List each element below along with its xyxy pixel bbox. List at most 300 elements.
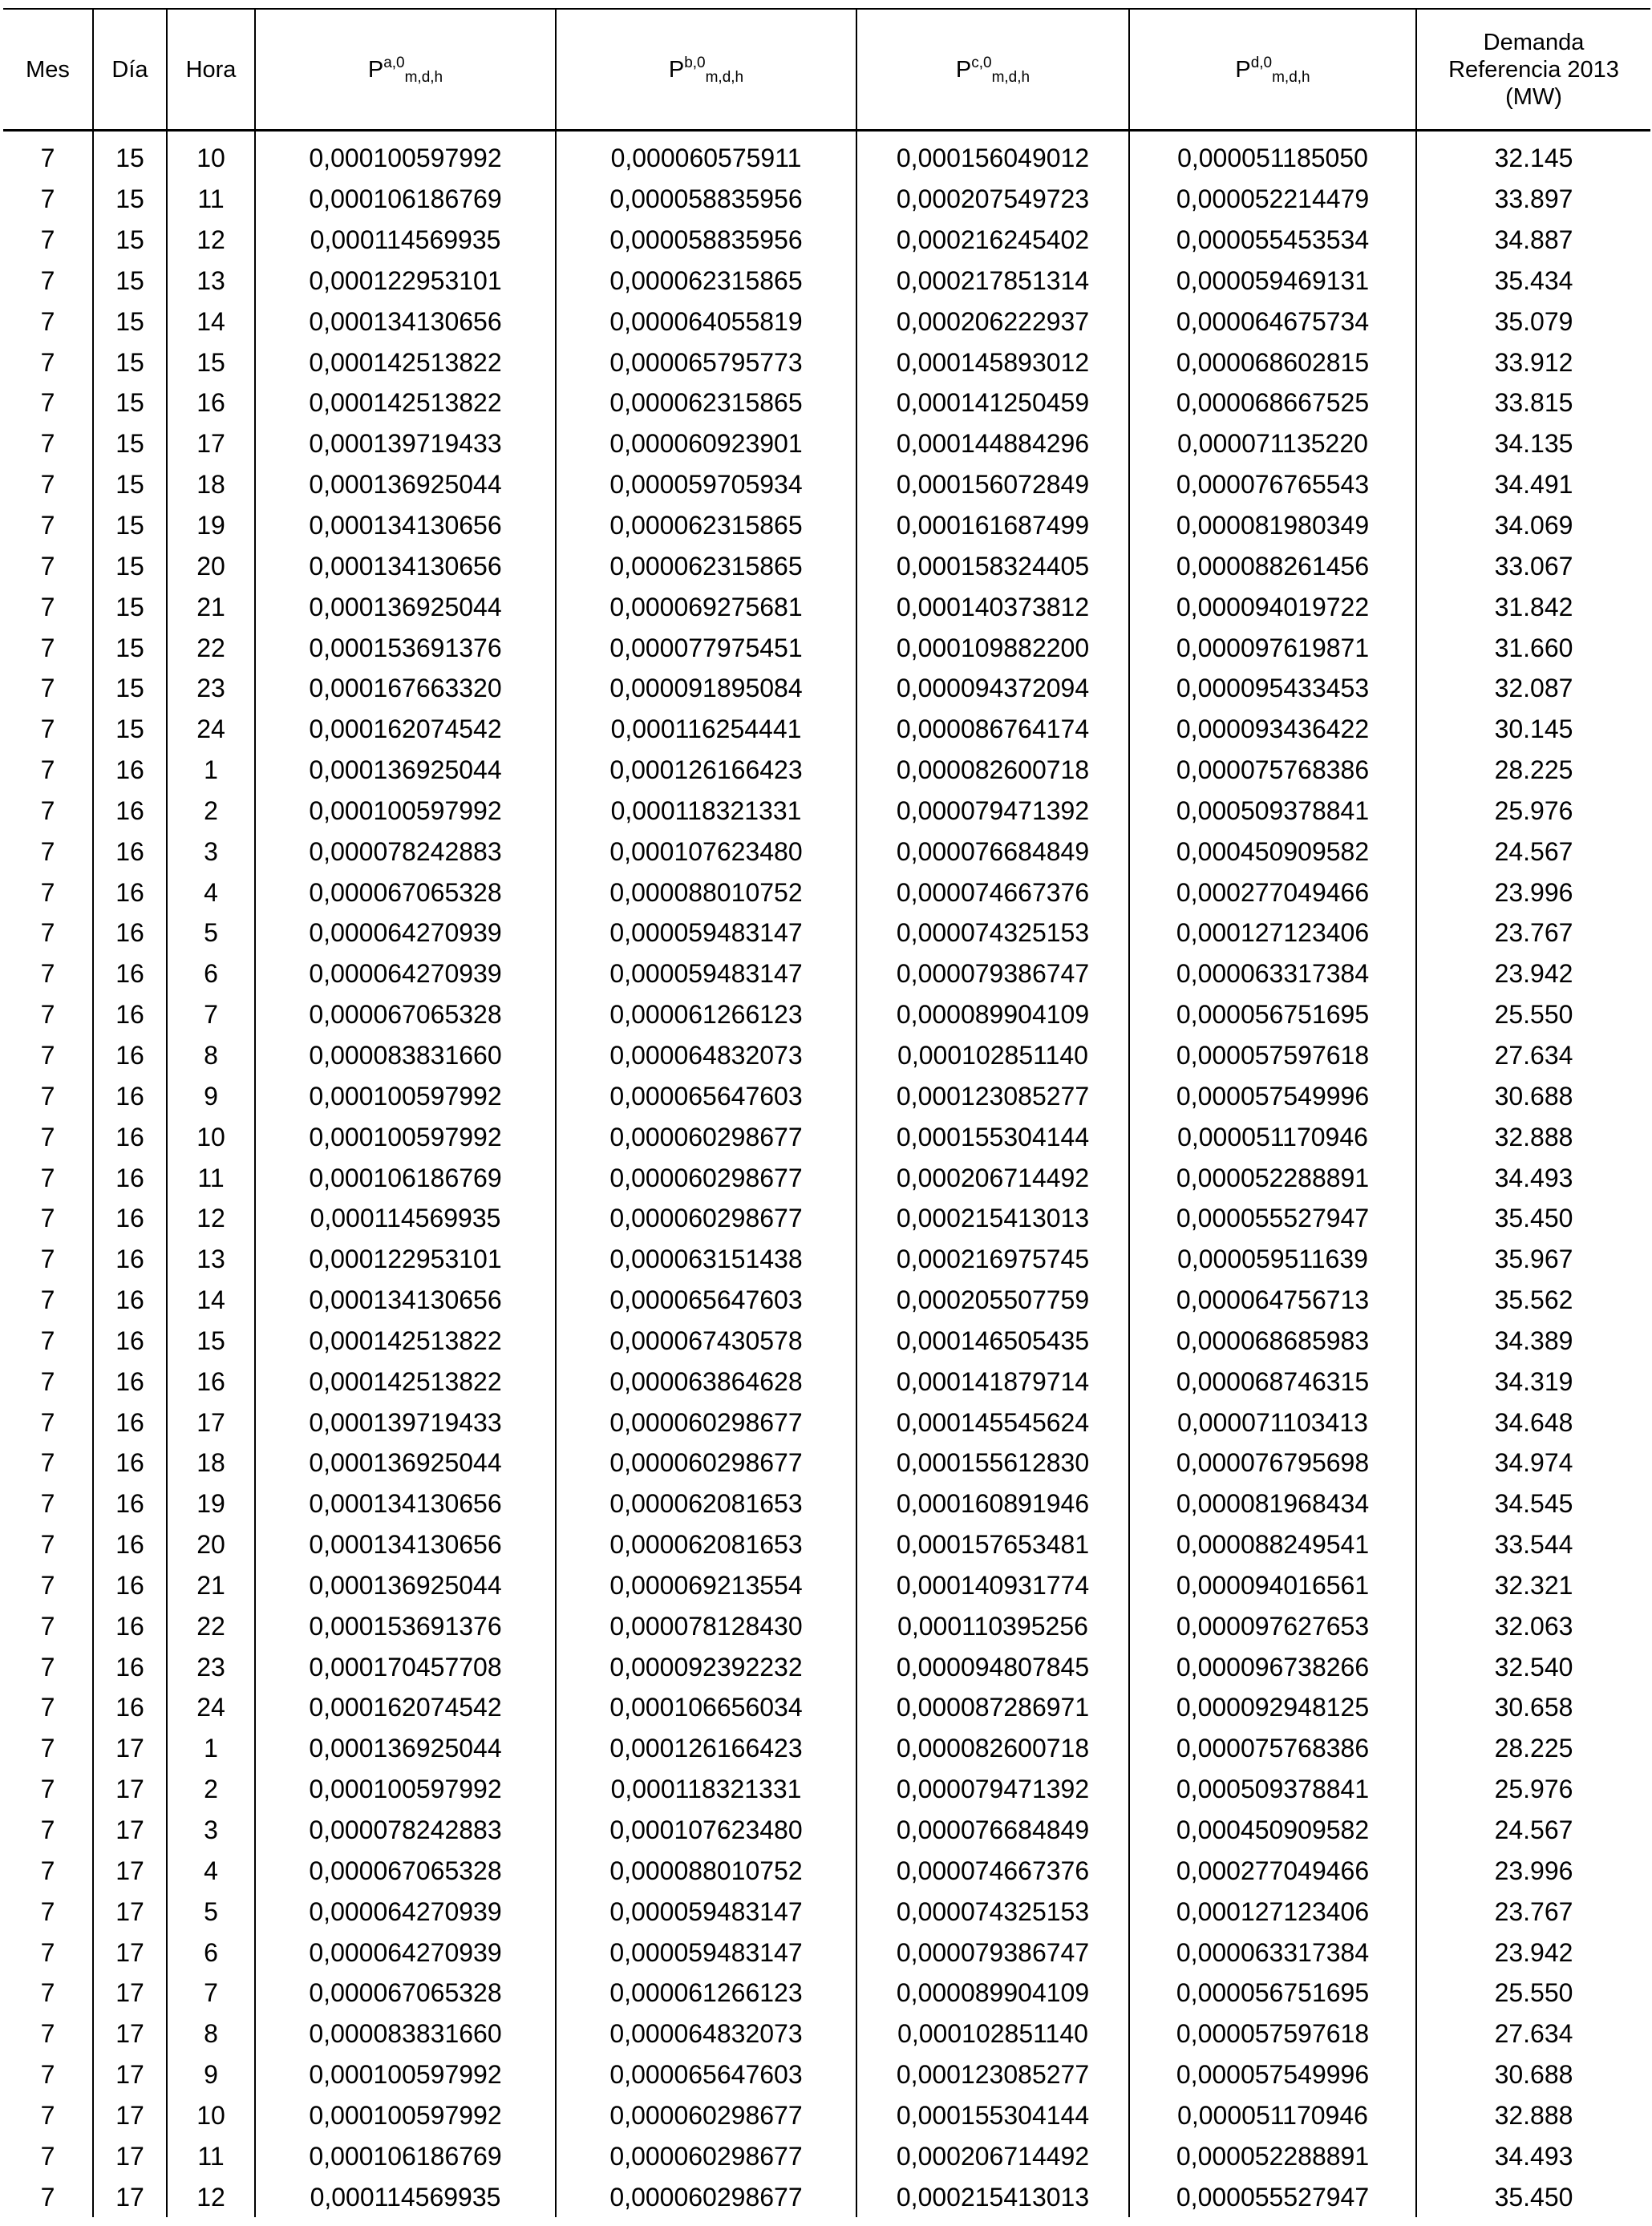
cell-demanda: 34.319	[1416, 1361, 1650, 1402]
cell-pa: 0,000139719433	[255, 423, 556, 464]
cell-pa: 0,000167663320	[255, 668, 556, 709]
cell-mes: 7	[40, 1978, 55, 2008]
table-row	[3, 1402, 1650, 1443]
cell-demanda: 34.545	[1416, 1483, 1650, 1524]
cell-dia: 17	[93, 1850, 167, 1891]
cell-pc: 0,000156072849	[856, 464, 1129, 505]
cell-pa: 0,000114569935	[255, 220, 556, 261]
cell-pd: 0,000055527947	[1129, 2176, 1416, 2217]
cell-pb: 0,000064055819	[556, 301, 856, 342]
header-hora: Hora	[167, 9, 255, 131]
cell-pc: 0,000094372094	[856, 668, 1129, 709]
cell-pa: 0,000064270939	[255, 953, 556, 994]
cell-demanda: 35.450	[1416, 1198, 1650, 1239]
cell-pb: 0,000060298677	[556, 1157, 856, 1198]
cell-pa: 0,000142513822	[255, 1361, 556, 1402]
cell-pb: 0,000106656034	[556, 1687, 856, 1728]
table-row	[3, 1198, 1650, 1239]
header-pa-sub: m,d,h	[404, 68, 443, 86]
cell-dia: 15	[93, 709, 167, 750]
cell-dia: 16	[93, 1075, 167, 1116]
cell-pb: 0,000061266123	[556, 994, 856, 1035]
cell-pc: 0,000216245402	[856, 220, 1129, 261]
cell-pa: 0,000114569935	[255, 1198, 556, 1239]
cell-hora: 10	[167, 1116, 255, 1157]
cell-dia: 16	[93, 1402, 167, 1443]
cell-dia: 16	[93, 953, 167, 994]
cell-demanda: 23.767	[1416, 1891, 1650, 1932]
header-pb	[556, 9, 856, 131]
cell-mes: 7	[40, 2060, 55, 2090]
cell-hora: 17	[167, 423, 255, 464]
cell-dia: 15	[93, 261, 167, 302]
cell-pa: 0,000100597992	[255, 1769, 556, 1810]
cell-dia: 16	[93, 1646, 167, 1687]
cell-demanda: 24.567	[1416, 1810, 1650, 1851]
cell-dia: 17	[93, 2135, 167, 2176]
cell-hora: 3	[167, 1810, 255, 1851]
cell-demanda: 23.767	[1416, 913, 1650, 953]
cell-demanda: 23.996	[1416, 872, 1650, 913]
cell-dia: 15	[93, 627, 167, 668]
cell-demanda: 25.976	[1416, 791, 1650, 832]
cell-dia: 17	[93, 2014, 167, 2054]
cell-pb: 0,000067430578	[556, 1320, 856, 1361]
cell-pa: 0,000134130656	[255, 301, 556, 342]
cell-pa: 0,000078242883	[255, 831, 556, 872]
cell-dia: 15	[93, 342, 167, 382]
cell-dia: 15	[93, 423, 167, 464]
table-row	[3, 1443, 1650, 1483]
cell-pa: 0,000136925044	[255, 1443, 556, 1483]
cell-pd: 0,000063317384	[1129, 1932, 1416, 1973]
cell-pa: 0,000142513822	[255, 342, 556, 382]
cell-demanda: 31.842	[1416, 586, 1650, 627]
cell-pa: 0,000067065328	[255, 1850, 556, 1891]
cell-pd: 0,000051185050	[1129, 131, 1416, 179]
cell-dia: 15	[93, 545, 167, 586]
cell-mes: 7	[40, 755, 55, 785]
cell-pa: 0,000100597992	[255, 2095, 556, 2136]
cell-pb: 0,000088010752	[556, 1850, 856, 1891]
cell-hora: 20	[167, 545, 255, 586]
cell-pc: 0,000079471392	[856, 1769, 1129, 1810]
cell-pb: 0,000063151438	[556, 1239, 856, 1280]
cell-demanda: 34.135	[1416, 423, 1650, 464]
cell-dia: 17	[93, 2054, 167, 2095]
data-table	[3, 8, 1650, 2217]
cell-hora: 5	[167, 1891, 255, 1932]
table-row	[3, 179, 1650, 220]
cell-pc: 0,000082600718	[856, 1728, 1129, 1769]
cell-demanda: 32.321	[1416, 1565, 1650, 1606]
cell-pd: 0,000056751695	[1129, 1973, 1416, 2014]
cell-pb: 0,000064832073	[556, 2014, 856, 2054]
cell-mes: 7	[40, 1693, 55, 1722]
cell-pd: 0,000057597618	[1129, 1035, 1416, 1076]
cell-pb: 0,000092392232	[556, 1646, 856, 1687]
cell-pd: 0,000095433453	[1129, 668, 1416, 709]
table-row	[3, 1810, 1650, 1851]
cell-pa: 0,000100597992	[255, 1116, 556, 1157]
table-row	[3, 342, 1650, 382]
cell-pc: 0,000074667376	[856, 872, 1129, 913]
cell-mes: 7	[40, 1448, 55, 1478]
cell-hora: 5	[167, 913, 255, 953]
cell-mes: 7	[40, 592, 55, 621]
cell-mes: 7	[40, 225, 55, 255]
cell-pb: 0,000061266123	[556, 1973, 856, 2014]
cell-mes: 7	[40, 714, 55, 744]
cell-pc: 0,000074667376	[856, 1850, 1129, 1891]
cell-hora: 19	[167, 505, 255, 546]
cell-pc: 0,000094807845	[856, 1646, 1129, 1687]
cell-pb: 0,000062315865	[556, 545, 856, 586]
cell-dia: 16	[93, 1443, 167, 1483]
cell-mes: 7	[40, 795, 55, 825]
table-row	[3, 1605, 1650, 1646]
table-row	[3, 913, 1650, 953]
cell-hora: 23	[167, 668, 255, 709]
cell-pb: 0,000063864628	[556, 1361, 856, 1402]
cell-pb: 0,000077975451	[556, 627, 856, 668]
cell-pd: 0,000076765543	[1129, 464, 1416, 505]
cell-pd: 0,000081980349	[1129, 505, 1416, 546]
cell-mes: 7	[40, 551, 55, 581]
cell-pd: 0,000051170946	[1129, 2095, 1416, 2136]
cell-pd: 0,000450909582	[1129, 831, 1416, 872]
cell-pb: 0,000065647603	[556, 2054, 856, 2095]
cell-pa: 0,000142513822	[255, 382, 556, 423]
cell-pd: 0,000277049466	[1129, 1850, 1416, 1891]
cell-pa: 0,000162074542	[255, 709, 556, 750]
cell-hora: 6	[167, 953, 255, 994]
cell-pc: 0,000087286971	[856, 1687, 1129, 1728]
cell-mes: 7	[40, 1204, 55, 1233]
cell-mes: 7	[40, 2100, 55, 2130]
cell-pb: 0,000060298677	[556, 1116, 856, 1157]
cell-pb: 0,000069213554	[556, 1565, 856, 1606]
cell-pd: 0,000094016561	[1129, 1565, 1416, 1606]
cell-mes: 7	[40, 1937, 55, 1967]
cell-mes: 7	[40, 1245, 55, 1274]
header-row	[3, 9, 1650, 131]
cell-hora: 11	[167, 179, 255, 220]
cell-mes: 7	[40, 959, 55, 989]
cell-pc: 0,000140931774	[856, 1565, 1129, 1606]
table-row	[3, 301, 1650, 342]
cell-pa: 0,000114569935	[255, 2176, 556, 2217]
cell-pc: 0,000141879714	[856, 1361, 1129, 1402]
cell-demanda: 35.079	[1416, 301, 1650, 342]
cell-pc: 0,000158324405	[856, 545, 1129, 586]
cell-pa: 0,000064270939	[255, 1932, 556, 1973]
cell-pc: 0,000207549723	[856, 179, 1129, 220]
cell-pb: 0,000060298677	[556, 2095, 856, 2136]
cell-pd: 0,000075768386	[1129, 1728, 1416, 1769]
cell-mes: 7	[40, 836, 55, 866]
cell-pb: 0,000126166423	[556, 750, 856, 791]
cell-dia: 16	[93, 1320, 167, 1361]
cell-dia: 17	[93, 1891, 167, 1932]
cell-pd: 0,000057549996	[1129, 1075, 1416, 1116]
cell-pc: 0,000216975745	[856, 1239, 1129, 1280]
cell-pb: 0,000059483147	[556, 913, 856, 953]
cell-pd: 0,000071103413	[1129, 1402, 1416, 1443]
cell-pc: 0,000215413013	[856, 2176, 1129, 2217]
cell-pc: 0,000076684849	[856, 1810, 1129, 1851]
cell-hora: 13	[167, 1239, 255, 1280]
cell-dia: 16	[93, 913, 167, 953]
cell-pb: 0,000059705934	[556, 464, 856, 505]
cell-demanda: 24.567	[1416, 831, 1650, 872]
cell-pc: 0,000217851314	[856, 261, 1129, 302]
table-row	[3, 423, 1650, 464]
cell-pc: 0,000082600718	[856, 750, 1129, 791]
cell-pa: 0,000106186769	[255, 179, 556, 220]
header-dia: Día	[93, 9, 167, 131]
table-row	[3, 831, 1650, 872]
cell-mes: 7	[40, 1896, 55, 1926]
table-row	[3, 1239, 1650, 1280]
header-pa-base: P	[367, 56, 384, 83]
cell-dia: 15	[93, 131, 167, 179]
table-row	[3, 627, 1650, 668]
cell-pc: 0,000079386747	[856, 1932, 1129, 1973]
cell-hora: 12	[167, 1198, 255, 1239]
cell-pb: 0,000059483147	[556, 1891, 856, 1932]
cell-pa: 0,000122953101	[255, 1239, 556, 1280]
cell-pd: 0,000068667525	[1129, 382, 1416, 423]
cell-hora: 8	[167, 2014, 255, 2054]
cell-hora: 10	[167, 131, 255, 179]
cell-demanda: 30.658	[1416, 1687, 1650, 1728]
cell-pa: 0,000067065328	[255, 872, 556, 913]
cell-dia: 16	[93, 1198, 167, 1239]
cell-pb: 0,000107623480	[556, 831, 856, 872]
header-demanda-line1: Demanda	[1483, 29, 1585, 55]
cell-demanda: 33.067	[1416, 545, 1650, 586]
table-row	[3, 1850, 1650, 1891]
cell-pa: 0,000162074542	[255, 1687, 556, 1728]
cell-dia: 17	[93, 1728, 167, 1769]
cell-dia: 17	[93, 1810, 167, 1851]
cell-dia: 16	[93, 750, 167, 791]
cell-dia: 16	[93, 1483, 167, 1524]
cell-pa: 0,000106186769	[255, 1157, 556, 1198]
cell-pd: 0,000277049466	[1129, 872, 1416, 913]
cell-pc: 0,000079386747	[856, 953, 1129, 994]
cell-demanda: 31.660	[1416, 627, 1650, 668]
cell-demanda: 27.634	[1416, 2014, 1650, 2054]
cell-pc: 0,000155304144	[856, 2095, 1129, 2136]
cell-hora: 19	[167, 1483, 255, 1524]
cell-pb: 0,000062315865	[556, 261, 856, 302]
cell-demanda: 33.815	[1416, 382, 1650, 423]
cell-mes: 7	[40, 1407, 55, 1437]
cell-pd: 0,000068746315	[1129, 1361, 1416, 1402]
cell-pb: 0,000065795773	[556, 342, 856, 382]
cell-dia: 17	[93, 1973, 167, 2014]
cell-demanda: 34.493	[1416, 1157, 1650, 1198]
cell-pd: 0,000509378841	[1129, 791, 1416, 832]
cell-hora: 11	[167, 2135, 255, 2176]
cell-pa: 0,000134130656	[255, 505, 556, 546]
cell-demanda: 35.434	[1416, 261, 1650, 302]
table-row	[3, 709, 1650, 750]
cell-mes: 7	[40, 1366, 55, 1396]
cell-pb: 0,000069275681	[556, 586, 856, 627]
cell-pc: 0,000146505435	[856, 1320, 1129, 1361]
cell-pb: 0,000059483147	[556, 1932, 856, 1973]
cell-demanda: 35.967	[1416, 1239, 1650, 1280]
table-row	[3, 1973, 1650, 2014]
cell-hora: 18	[167, 1443, 255, 1483]
table-row	[3, 2135, 1650, 2176]
cell-hora: 11	[167, 1157, 255, 1198]
cell-hora: 21	[167, 586, 255, 627]
cell-pd: 0,000063317384	[1129, 953, 1416, 994]
header-pa	[255, 9, 556, 131]
cell-pb: 0,000116254441	[556, 709, 856, 750]
cell-demanda: 32.087	[1416, 668, 1650, 709]
cell-hora: 2	[167, 791, 255, 832]
cell-pd: 0,000093436422	[1129, 709, 1416, 750]
cell-demanda: 34.493	[1416, 2135, 1650, 2176]
cell-hora: 24	[167, 1687, 255, 1728]
table-row	[3, 1565, 1650, 1606]
cell-mes: 7	[40, 2019, 55, 2049]
cell-pc: 0,000155304144	[856, 1116, 1129, 1157]
cell-hora: 24	[167, 709, 255, 750]
cell-hora: 6	[167, 1932, 255, 1973]
cell-pd: 0,000068685983	[1129, 1320, 1416, 1361]
cell-demanda: 34.648	[1416, 1402, 1650, 1443]
cell-hora: 14	[167, 1280, 255, 1321]
cell-dia: 16	[93, 831, 167, 872]
cell-dia: 16	[93, 1239, 167, 1280]
cell-demanda: 32.540	[1416, 1646, 1650, 1687]
cell-pd: 0,000096738266	[1129, 1646, 1416, 1687]
cell-mes: 7	[40, 511, 55, 540]
table-row	[3, 464, 1650, 505]
cell-mes: 7	[40, 265, 55, 295]
cell-dia: 16	[93, 1157, 167, 1198]
cell-dia: 16	[93, 1605, 167, 1646]
cell-pb: 0,000060298677	[556, 1198, 856, 1239]
cell-hora: 15	[167, 1320, 255, 1361]
cell-dia: 17	[93, 1932, 167, 1973]
cell-pa: 0,000100597992	[255, 2054, 556, 2095]
cell-pc: 0,000145893012	[856, 342, 1129, 382]
cell-pc: 0,000102851140	[856, 1035, 1129, 1076]
cell-dia: 16	[93, 1280, 167, 1321]
table-row	[3, 1728, 1650, 1769]
cell-pb: 0,000065647603	[556, 1075, 856, 1116]
cell-mes: 7	[40, 1285, 55, 1315]
cell-dia: 17	[93, 2176, 167, 2217]
cell-demanda: 30.145	[1416, 709, 1650, 750]
table-row	[3, 1320, 1650, 1361]
cell-mes: 7	[40, 1856, 55, 1885]
cell-pa: 0,000136925044	[255, 1565, 556, 1606]
cell-mes: 7	[40, 1815, 55, 1845]
cell-pc: 0,000206714492	[856, 2135, 1129, 2176]
cell-pd: 0,000081968434	[1129, 1483, 1416, 1524]
cell-pd: 0,000051170946	[1129, 1116, 1416, 1157]
table-row	[3, 1280, 1650, 1321]
cell-pa: 0,000064270939	[255, 1891, 556, 1932]
cell-pa: 0,000170457708	[255, 1646, 556, 1687]
cell-demanda: 32.063	[1416, 1605, 1650, 1646]
cell-pc: 0,000205507759	[856, 1280, 1129, 1321]
cell-pa: 0,000100597992	[255, 1075, 556, 1116]
cell-pc: 0,000109882200	[856, 627, 1129, 668]
cell-hora: 13	[167, 261, 255, 302]
header-pc-sub: m,d,h	[991, 68, 1030, 86]
cell-pb: 0,000060298677	[556, 1443, 856, 1483]
cell-pa: 0,000134130656	[255, 1483, 556, 1524]
cell-pa: 0,000142513822	[255, 1320, 556, 1361]
document-page	[3, 8, 1650, 2217]
cell-pa: 0,000134130656	[255, 545, 556, 586]
cell-demanda: 23.942	[1416, 1932, 1650, 1973]
cell-hora: 14	[167, 301, 255, 342]
cell-mes: 7	[40, 1081, 55, 1111]
cell-hora: 20	[167, 1524, 255, 1565]
header-pc-base: P	[955, 56, 972, 83]
cell-pa: 0,000100597992	[255, 791, 556, 832]
cell-dia: 15	[93, 382, 167, 423]
cell-demanda: 32.888	[1416, 1116, 1650, 1157]
cell-pd: 0,000064675734	[1129, 301, 1416, 342]
cell-dia: 16	[93, 1361, 167, 1402]
cell-hora: 22	[167, 1605, 255, 1646]
cell-demanda: 34.887	[1416, 220, 1650, 261]
cell-pc: 0,000140373812	[856, 586, 1129, 627]
cell-demanda: 33.912	[1416, 342, 1650, 382]
cell-pd: 0,000088261456	[1129, 545, 1416, 586]
header-pb-sup: b,0	[684, 54, 706, 71]
table-row	[3, 668, 1650, 709]
table-row	[3, 953, 1650, 994]
cell-pd: 0,000056751695	[1129, 994, 1416, 1035]
cell-pa: 0,000136925044	[255, 464, 556, 505]
cell-hora: 12	[167, 2176, 255, 2217]
table-row	[3, 545, 1650, 586]
table-row	[3, 382, 1650, 423]
cell-hora: 2	[167, 1769, 255, 1810]
table-row	[3, 1687, 1650, 1728]
cell-mes: 7	[40, 1000, 55, 1030]
cell-pa: 0,000067065328	[255, 1973, 556, 2014]
cell-pa: 0,000136925044	[255, 586, 556, 627]
cell-mes: 7	[40, 877, 55, 907]
table-row	[3, 131, 1650, 179]
cell-dia: 15	[93, 464, 167, 505]
cell-demanda: 23.942	[1416, 953, 1650, 994]
cell-demanda: 28.225	[1416, 1728, 1650, 1769]
cell-pc: 0,000102851140	[856, 2014, 1129, 2054]
cell-hora: 18	[167, 464, 255, 505]
cell-demanda: 28.225	[1416, 750, 1650, 791]
cell-pc: 0,000089904109	[856, 994, 1129, 1035]
table-row	[3, 791, 1650, 832]
cell-pa: 0,000153691376	[255, 627, 556, 668]
cell-pd: 0,000094019722	[1129, 586, 1416, 627]
cell-hora: 15	[167, 342, 255, 382]
cell-demanda: 34.491	[1416, 464, 1650, 505]
